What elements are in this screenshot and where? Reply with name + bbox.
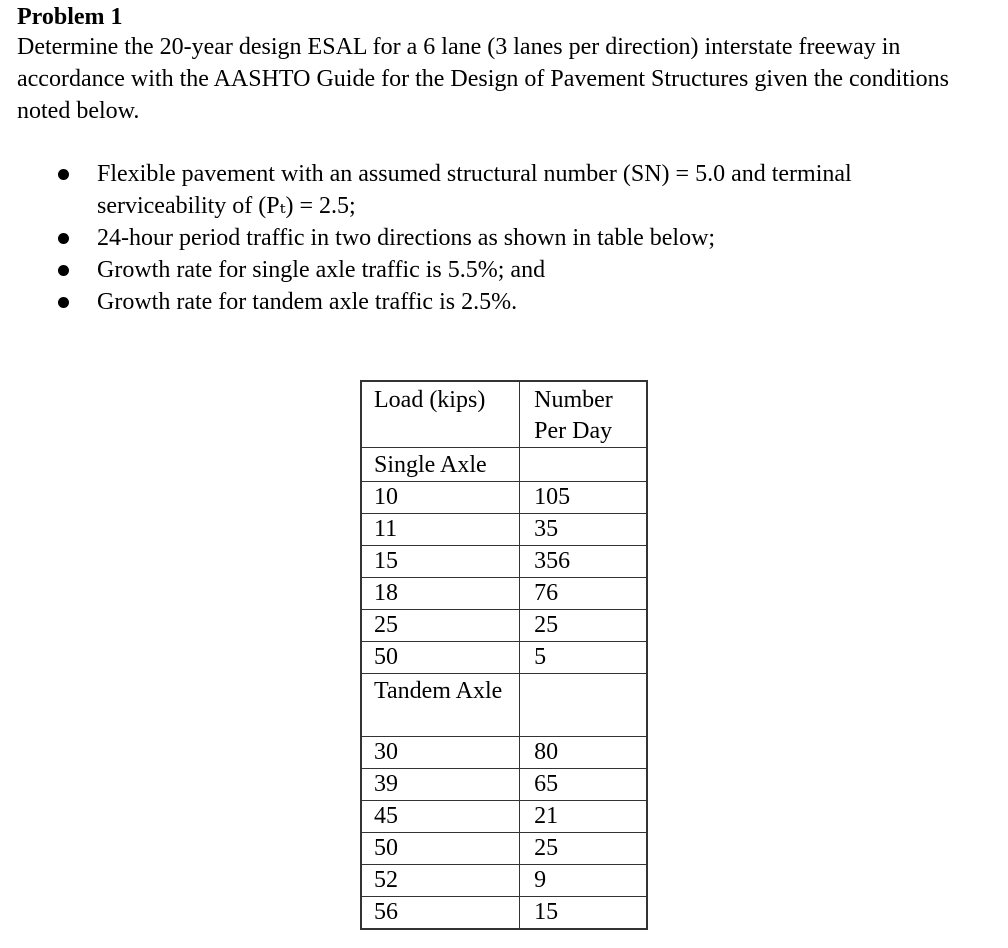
load-cell: 25 bbox=[361, 610, 520, 642]
table-row bbox=[361, 865, 647, 897]
table-row bbox=[361, 769, 647, 801]
list-item bbox=[0, 222, 1000, 254]
problem-title: Problem 1 bbox=[17, 4, 123, 30]
empty-cell bbox=[520, 674, 647, 737]
condition-text: Growth rate for tandem axle traffic is 2.5%. bbox=[97, 289, 518, 315]
table-row bbox=[361, 546, 647, 578]
number-cell: 80 bbox=[520, 737, 647, 769]
table-row bbox=[361, 897, 647, 930]
number-cell: 9 bbox=[520, 865, 647, 897]
list-item bbox=[0, 158, 1000, 222]
number-cell: 5 bbox=[520, 642, 647, 674]
table-header-row bbox=[361, 381, 647, 448]
load-cell: 30 bbox=[361, 737, 520, 769]
number-cell: 65 bbox=[520, 769, 647, 801]
load-cell: 15 bbox=[361, 546, 520, 578]
list-item bbox=[0, 286, 1000, 318]
number-cell: 35 bbox=[520, 514, 647, 546]
table-row bbox=[361, 833, 647, 865]
bullet-icon bbox=[58, 265, 69, 276]
number-cell: 76 bbox=[520, 578, 647, 610]
load-cell: 11 bbox=[361, 514, 520, 546]
empty-cell bbox=[520, 448, 647, 482]
condition-text: 24-hour period traffic in two directions as shown in table below; bbox=[97, 225, 716, 251]
table-row bbox=[361, 578, 647, 610]
condition-text: Flexible pavement with an assumed structural number (SN) = 5.0 and terminal serviceability of (Pₜ) = 2.5; bbox=[97, 161, 852, 219]
number-cell: 105 bbox=[520, 482, 647, 514]
bullet-icon bbox=[58, 233, 69, 244]
table-row bbox=[361, 801, 647, 833]
table-row bbox=[361, 482, 647, 514]
list-item bbox=[0, 254, 1000, 286]
tandem-axle-group-row bbox=[361, 674, 647, 737]
bullet-icon bbox=[58, 297, 69, 308]
conditions-list bbox=[0, 158, 1000, 318]
load-cell: 18 bbox=[361, 578, 520, 610]
condition-text: Growth rate for single axle traffic is 5.5%; and bbox=[97, 257, 546, 283]
number-cell: 356 bbox=[520, 546, 647, 578]
number-cell: 15 bbox=[520, 897, 647, 930]
single-axle-group-row bbox=[361, 448, 647, 482]
load-cell: 39 bbox=[361, 769, 520, 801]
bullet-icon bbox=[58, 169, 69, 180]
number-cell: 25 bbox=[520, 833, 647, 865]
number-column-header: Number Per Day bbox=[520, 381, 647, 448]
table-row bbox=[361, 737, 647, 769]
single-axle-label: Single Axle bbox=[361, 448, 520, 482]
load-column-header: Load (kips) bbox=[361, 381, 520, 448]
load-cell: 50 bbox=[361, 642, 520, 674]
load-cell: 56 bbox=[361, 897, 520, 930]
load-cell: 10 bbox=[361, 482, 520, 514]
problem-statement: Determine the 20-year design ESAL for a 6 lane (3 lanes per direction) interstate freeway in accordance with the AASHTO Guide for the Design of Pavement Structures given the conditions noted below. bbox=[17, 34, 950, 124]
tandem-axle-label: Tandem Axle bbox=[361, 674, 520, 737]
axle-load-table bbox=[360, 380, 648, 930]
load-cell: 50 bbox=[361, 833, 520, 865]
number-cell: 21 bbox=[520, 801, 647, 833]
number-cell: 25 bbox=[520, 610, 647, 642]
load-cell: 45 bbox=[361, 801, 520, 833]
table-row bbox=[361, 642, 647, 674]
table-row bbox=[361, 610, 647, 642]
load-cell: 52 bbox=[361, 865, 520, 897]
table-row bbox=[361, 514, 647, 546]
